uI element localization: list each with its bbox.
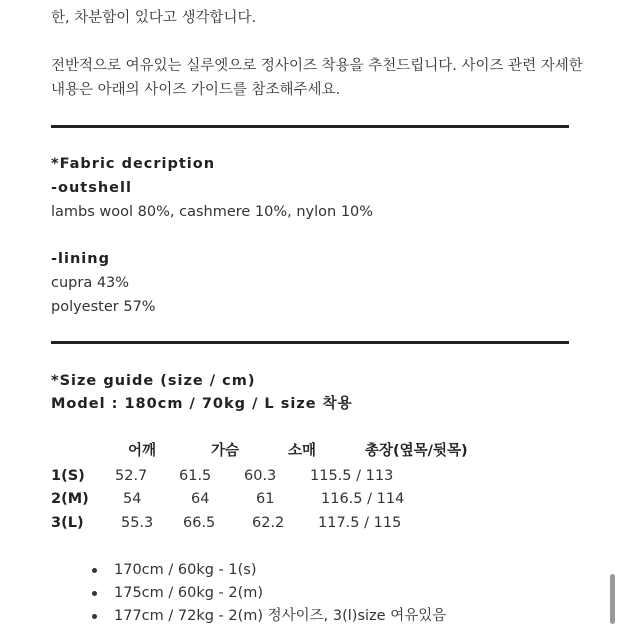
col-header: 어깨 <box>128 443 157 459</box>
cell: 60.3 <box>244 468 277 484</box>
lining-1: cupra 43% <box>51 275 130 291</box>
intro-line: 한, 차분함이 있다고 생각합니다. <box>51 10 257 26</box>
cell: 62.2 <box>252 515 285 531</box>
row-label: 3(L) <box>51 515 84 531</box>
list-item: 170cm / 60kg - 1(s) <box>114 562 257 578</box>
outshell-label: -outshell <box>51 180 132 196</box>
bullet-icon <box>92 591 97 596</box>
row-label: 1(S) <box>51 468 85 484</box>
cell: 117.5 / 115 <box>318 515 402 531</box>
list-item: 177cm / 72kg - 2(m) 정사이즈, 3(l)size 여유있음 <box>114 608 447 624</box>
cell: 66.5 <box>183 515 216 531</box>
outshell-text: lambs wool 80%, cashmere 10%, nylon 10% <box>51 204 374 220</box>
scrollbar[interactable] <box>610 574 615 624</box>
col-header: 총장(옆목/뒷목) <box>365 443 468 459</box>
cell: 54 <box>123 491 142 507</box>
size-title: *Size guide (size / cm) <box>51 373 256 389</box>
col-header: 가슴 <box>211 443 240 459</box>
bullet-icon <box>92 568 97 573</box>
bullet-icon <box>92 614 97 619</box>
col-header: 소매 <box>288 443 317 459</box>
intro-para-2: 내용은 아래의 사이즈 가이드를 참조해주세요. <box>51 82 341 98</box>
model-info: Model : 180cm / 70kg / L size 착용 <box>51 396 353 412</box>
list-item: 175cm / 60kg - 2(m) <box>114 585 264 601</box>
lining-2: polyester 57% <box>51 299 156 315</box>
cell: 115.5 / 113 <box>310 468 394 484</box>
divider <box>51 125 569 128</box>
cell: 61.5 <box>179 468 212 484</box>
intro-para-1: 전반적으로 여유있는 실루엣으로 정사이즈 착용을 추천드립니다. 사이즈 관련 자세한 <box>51 58 583 74</box>
cell: 61 <box>256 491 275 507</box>
row-label: 2(M) <box>51 491 89 507</box>
cell: 64 <box>191 491 210 507</box>
cell: 52.7 <box>115 468 148 484</box>
divider <box>51 341 569 344</box>
lining-label: -lining <box>51 251 110 267</box>
fabric-title: *Fabric decription <box>51 156 216 172</box>
cell: 55.3 <box>121 515 154 531</box>
cell: 116.5 / 114 <box>321 491 405 507</box>
